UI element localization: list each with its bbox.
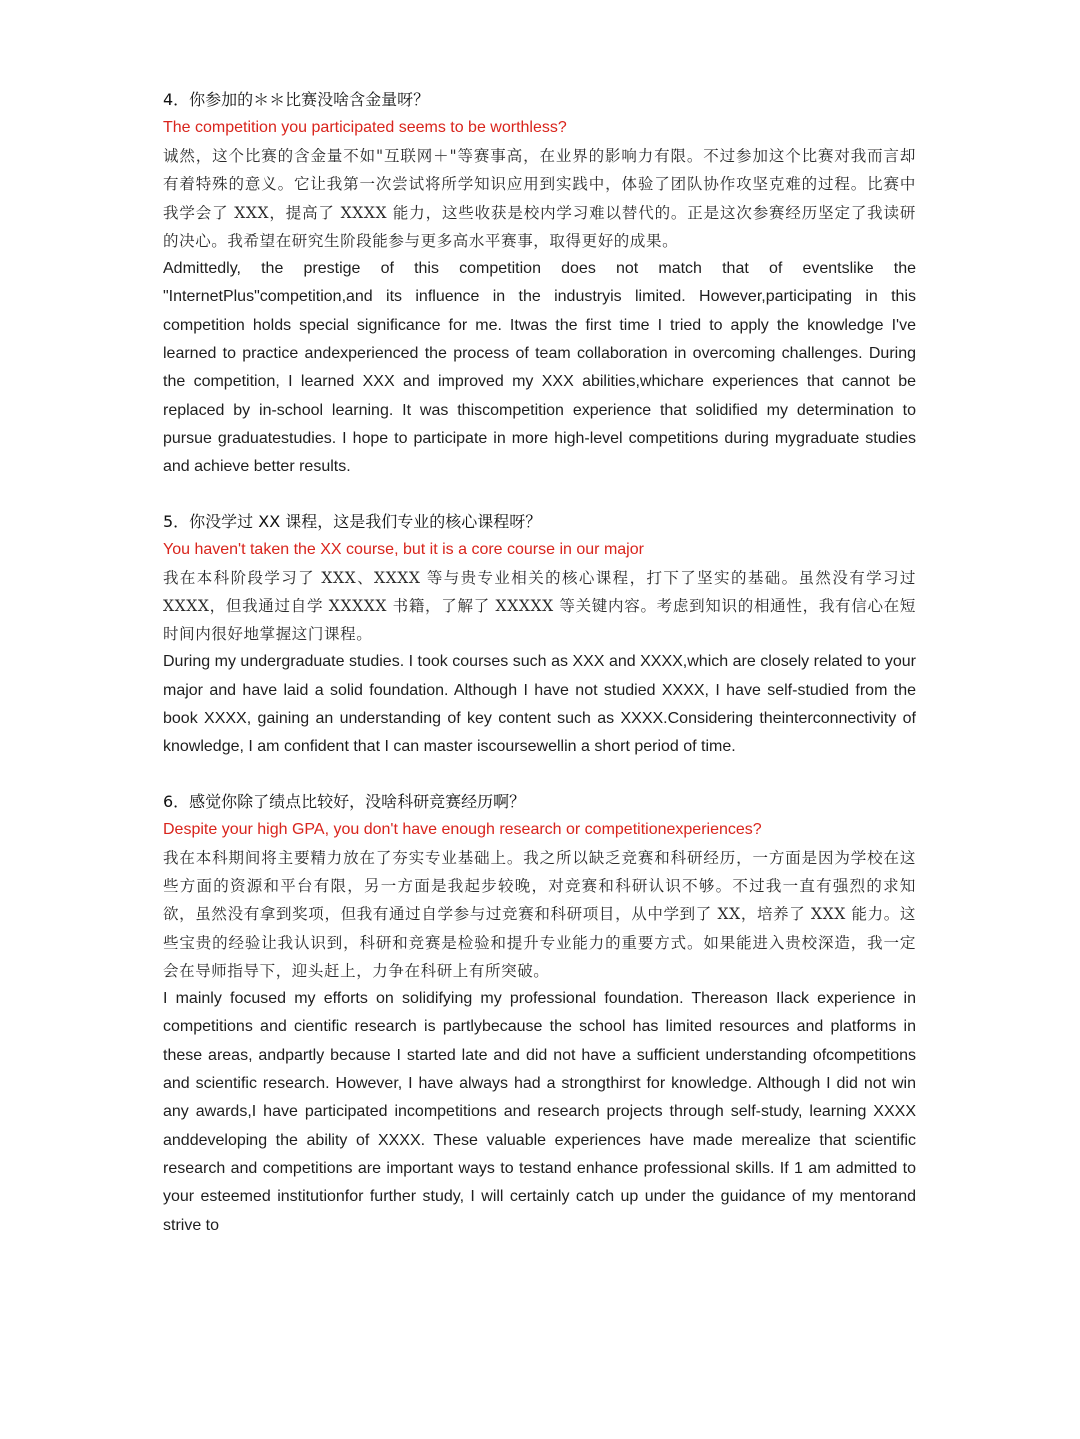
answer-chinese: 诚然，这个比赛的含金量不如"互联网＋"等赛事高，在业界的影响力有限。不过参加这个比赛对我而言却有着特殊的意义。它让我第一次尝试将所学知识应用到实践中，体验了团队协作攻坚克难的过程。比赛中我学会了 XXX，提高了 XXXX 能力，这些收获是校内学习难以替代的。正是这次参赛经历坚定了我读研的决心。我希望在研究生阶段能参与更多高水平赛事，取得更好的成果。	[163, 147, 916, 250]
question-title: 4．你参加的＊＊比赛没啥含金量呀？	[163, 90, 430, 109]
document-content	[163, 86, 916, 1266]
answer-chinese: 我在本科期间将主要精力放在了夯实专业基础上。我之所以缺乏竞赛和科研经历，一方面是因为学校在这些方面的资源和平台有限，另一方面是我起步较晚，对竞赛和科研认识不够。不过我一直有强烈的求知欲，虽然没有拿到奖项，但我有通过自学参与过竞赛和科研项目，从中学到了 XX，培养了 XXX 能力。这些宝贵的经验让我认识到，科研和竞赛是检验和提升专业能力的重要方式。如果能进入贵校深造，我一定会在导师指导下，迎头赶上，力争在科研上有所突破。	[163, 848, 916, 980]
question-title: 5．你没学过 XX 课程，这是我们专业的核心课程呀？	[163, 511, 542, 531]
answer-english: Admittedly, the prestige of this competition does not match that of eventslike the "InternetPlus"competition,and its influence in the industryis limited. However,participating in this competition holds special significance for me. Itwas the first time I tried to apply the knowledge I've learned to practice andexperienced the process of team collaboration in overcoming challenges. During the competition, I learned XXX and improved my XXX abilities,whichare experiences that cannot be replaced by in-school learning. It was thiscompetition experience that solidified my determination to pursue graduatestudies. I hope to participate in more high-level competitions during mygraduate studies and achieve better results.	[163, 260, 916, 476]
question-english: Despite your high GPA, you don't have enough research or competitionexperiences?	[163, 820, 762, 838]
question-section-4	[163, 86, 916, 482]
question-section-6	[163, 788, 916, 1240]
answer-chinese: 我在本科阶段学习了 XXX、XXXX 等与贵专业相关的核心课程，打下了坚实的基础。虽然没有学习过 XXXX，但我通过自学 XXXXX 书籍，了解了 XXXXX 等关键内容。考虑到知识的相通性，我有信心在短时间内很好地掌握这门课程。	[163, 568, 916, 644]
question-english: You haven't taken the XX course, but it is a core course in our major	[163, 540, 644, 558]
question-section-5	[163, 508, 916, 762]
question-title: 6．感觉你除了绩点比较好，没啥科研竞赛经历啊？	[163, 791, 526, 811]
answer-english: I mainly focused my efforts on solidifying my professional foundation. Thereason Ilack experience in competitions and cientific research is partlybecause the school has limited resources and platforms in these areas, andpartly because I started late and did not have a sufficient understanding ofcompetitions and scientific research. However, I have always had a strongthirst for knowledge. Although I did not win any awards,I have participated incompetitions and research projects through self-study, learning XXXX anddeveloping the ability of XXXX. These valuable experiences have made merealize that scientific research and competitions are important ways to testand enhance professional skills. If 1 am admitted to your esteemed institutionfor further study, I will certainly catch up under the guidance of my mentorand strive to	[163, 990, 916, 1234]
question-english: The competition you participated seems to be worthless?	[163, 119, 567, 136]
answer-english: During my undergraduate studies. I took courses such as XXX and XXXX,which are closely related to your major and have laid a solid foundation. Although I have not studied XXXX, I have self-studied from the book XXXX, gaining an understanding of key content such as XXXX.Considering theinterconnectivity of knowledge, I am confident that I can master iscoursewellin a short period of time.	[163, 653, 916, 756]
